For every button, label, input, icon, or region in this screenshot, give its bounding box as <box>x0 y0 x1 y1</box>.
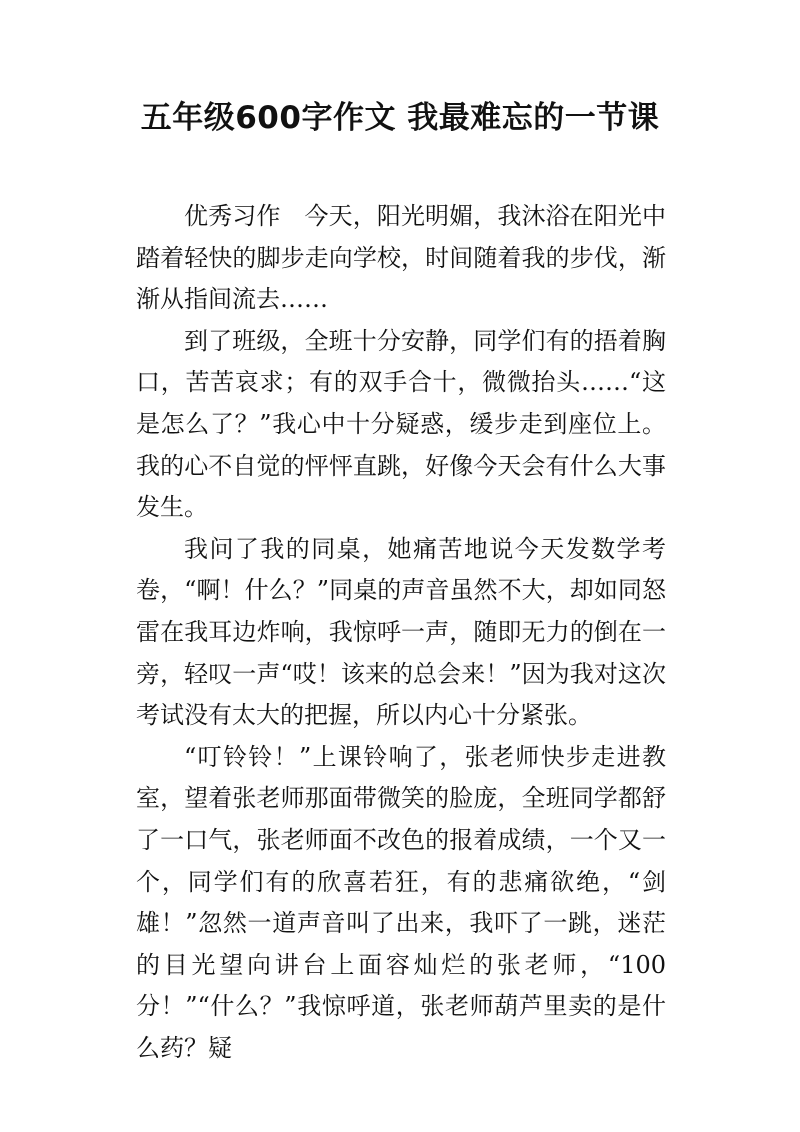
paragraph-2: 到了班级，全班十分安静，同学们有的捂着胸口，苦苦哀求；有的双手合十，微微抬头……“这是怎么了？”我心中十分疑惑，缓步走到座位上。我的心不自觉的怦怦直跳，好像今天会有什么大事发生。 <box>136 326 666 522</box>
paragraph-3: 我问了我的同桌，她痛苦地说今天发数学考卷，“啊！什么？”同桌的声音虽然不大，却如同怒雷在我耳边炸响，我惊呼一声，随即无力的倒在一旁，轻叹一声“哎！该来的总会来！”因为我对这次考试没有太大的把握，所以内心十分紧张。 <box>136 534 666 730</box>
paragraph-1: 优秀习作 今天，阳光明媚，我沐浴在阳光中踏着轻快的脚步走向学校，时间随着我的步伐，渐渐从指间流去…… <box>136 202 666 314</box>
document-title: 五年级600字作文 我最难忘的一节课 <box>140 100 660 136</box>
essay-body <box>136 196 666 1069</box>
paragraph-4: “叮铃铃！”上课铃响了，张老师快步走进教室，望着张老师那面带微笑的脸庞，全班同学都舒了一口气，张老师面不改色的报着成绩，一个又一个，同学们有的欣喜若狂，有的悲痛欲绝，“剑雄！”忽然一道声音叫了出来，我吓了一跳，迷茫的目光望向讲台上面容灿烂的张老师，“100分！”“什么？”我惊呼道，张老师葫芦里卖的是什么药？疑 <box>136 742 666 1062</box>
